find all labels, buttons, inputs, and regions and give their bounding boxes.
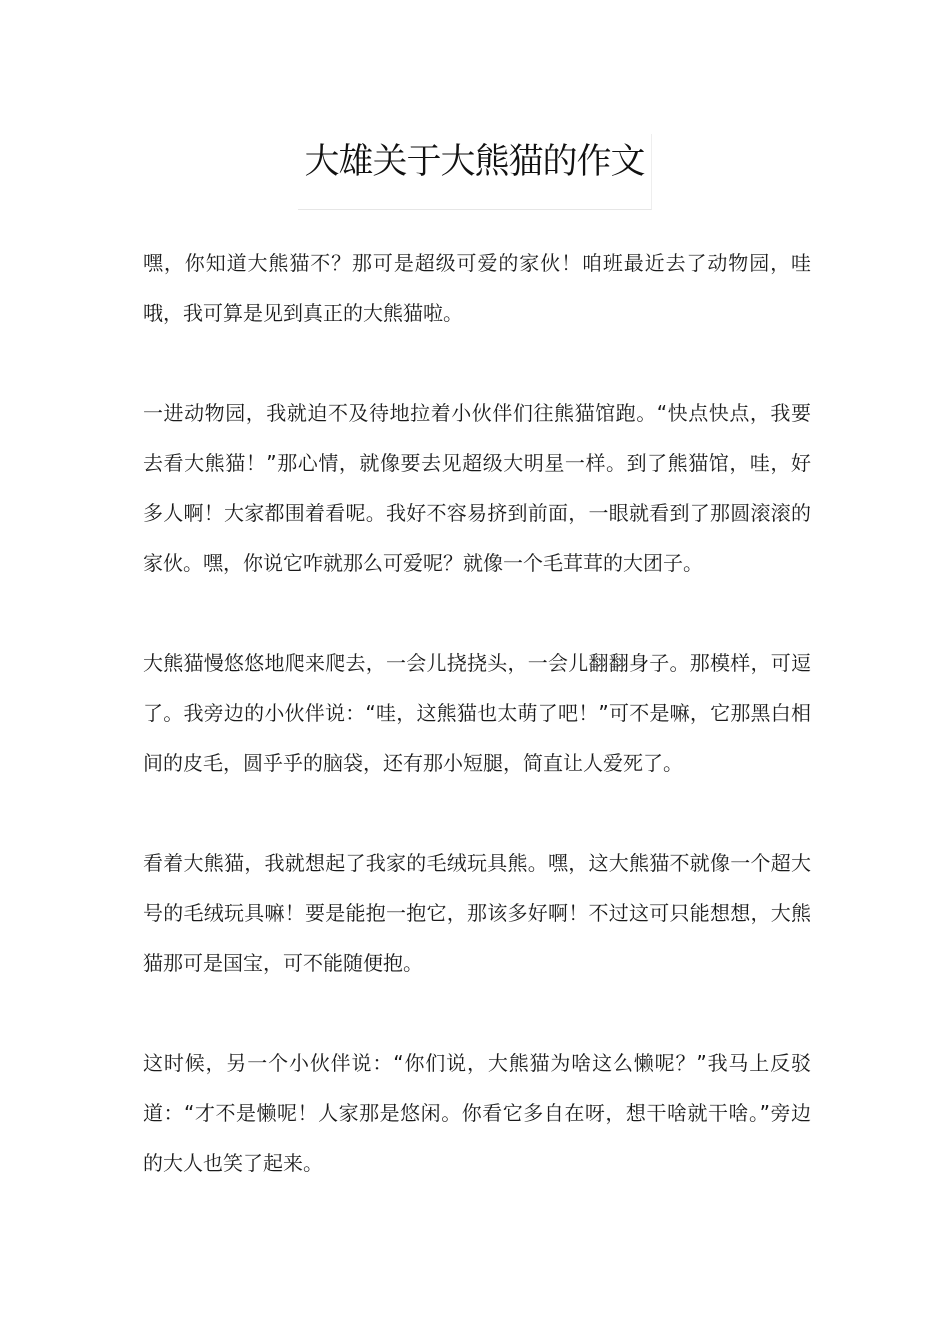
paragraph-2: 一进动物园，我就迫不及待地拉着小伙伴们往熊猫馆跑。“快点快点，我要去看大熊猫！”那心情，就像要去见超级大明星一样。到了熊猫馆，哇，好多人啊！大家都围着看呢。我好不容易挤到前面，一眼就看到了那圆滚滚的家伙。嘿，你说它咋就那么可爱呢？就像一个毛茸茸的大团子。 [143,401,811,575]
title-box [298,134,652,210]
paragraph-1: 嘿，你知道大熊猫不？那可是超级可爱的家伙！咱班最近去了动物园，哇哦，我可算是见到真正的大熊猫啦。 [143,251,811,325]
page-title: 大雄关于大熊猫的作文 [304,142,645,182]
essay-body [143,238,811,1238]
paragraph-3: 大熊猫慢悠悠地爬来爬去，一会儿挠挠头，一会儿翻翻身子。那模样，可逗了。我旁边的小伙伴说：“哇，这熊猫也太萌了吧！”可不是嘛，它那黑白相间的皮毛，圆乎乎的脑袋，还有那小短腿，简直让人爱死了。 [143,651,811,775]
paragraph-5: 这时候，另一个小伙伴说：“你们说，大熊猫为啥这么懒呢？”我马上反驳道：“才不是懒呢！人家那是悠闲。你看它多自在呀，想干啥就干啥。”旁边的大人也笑了起来。 [143,1051,811,1175]
paragraph-4: 看着大熊猫，我就想起了我家的毛绒玩具熊。嘿，这大熊猫不就像一个超大号的毛绒玩具嘛！要是能抱一抱它，那该多好啊！不过这可只能想想，大熊猫那可是国宝，可不能随便抱。 [143,851,811,975]
